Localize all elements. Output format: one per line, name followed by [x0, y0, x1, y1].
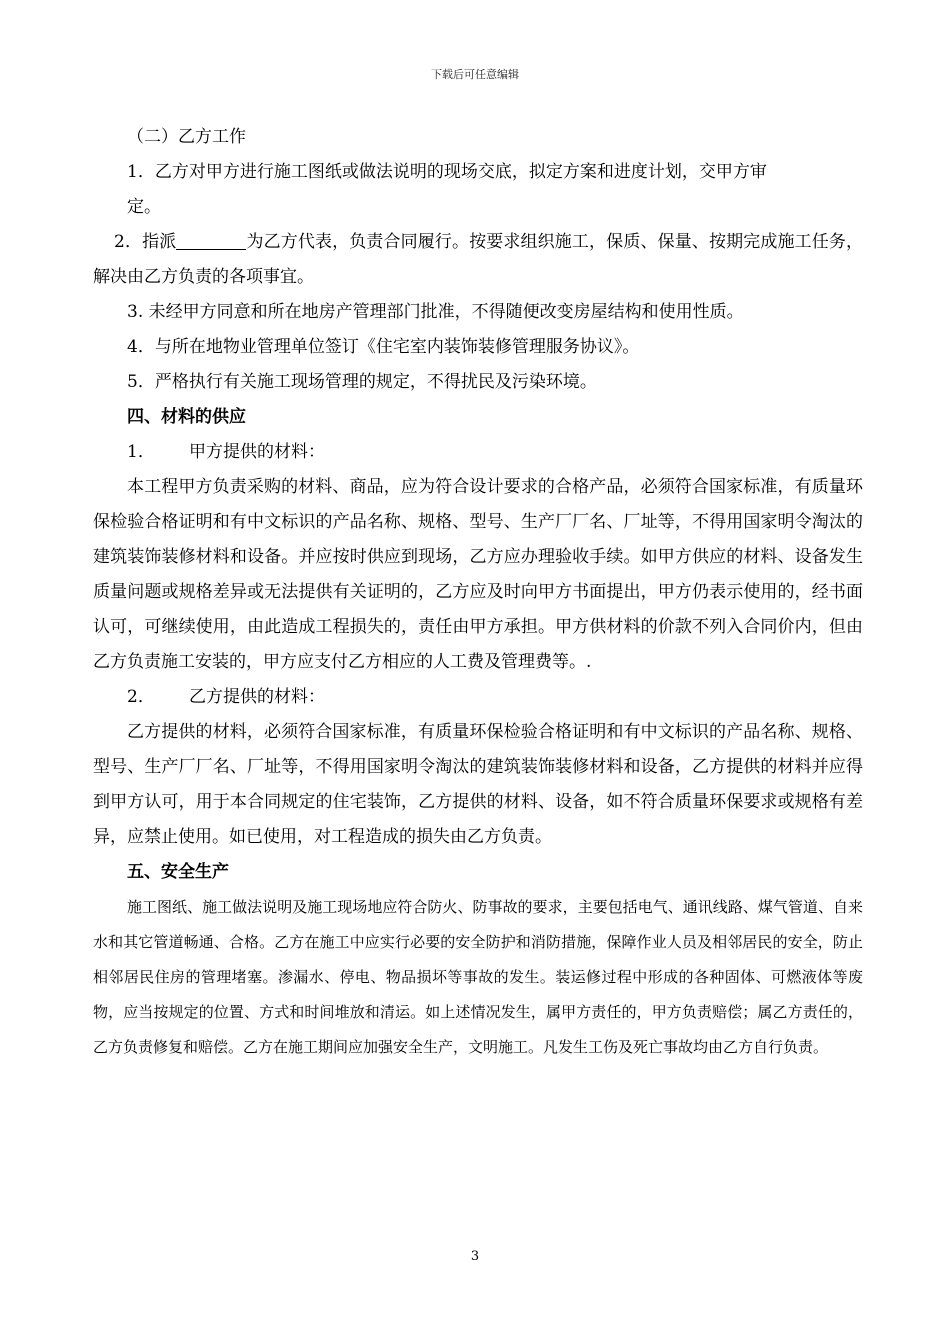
- sub-1-label: 甲方提供的材料：: [189, 442, 325, 462]
- sub-1-number: 1．: [127, 442, 155, 462]
- page-header: 下载后可任意编辑: [431, 68, 519, 81]
- materials-sub-1-body: 本工程甲方负责采购的材料、商品，应为符合设计要求的合格产品，必须符合国家标准，有质量环保检验合格证明和有中文标识的产品名称、规格、型号、生产厂厂名、厂址等，不得用国家明令淘汰的建筑装饰装修材料和设备。并应按时供应到现场，乙方应办理验收手续。如甲方供应的材料、设备发生质量问题或规格差异或无法提供有关证明的，乙方应及时向甲方书面提出，甲方仍表示使用的，经书面认可，可继续使用，由此造成工程损失的，责任由甲方承担。甲方供材料的价款不列入合同价内，但由乙方负责施工安装的，甲方应支付乙方相应的人工费及管理费等。.: [93, 477, 863, 672]
- section-title-party-b-work: （二）乙方工作: [127, 127, 246, 147]
- party-b-item-1-continued: 定。: [127, 197, 161, 217]
- safety-body: 施工图纸、施工做法说明及施工现场地应符合防火、防事故的要求，主要包括电气、通讯线路、煤气管道、自来水和其它管道畅通、合格。乙方在施工中应实行必要的安全防护和消防措施，保障作业人员及相邻居民的安全，防止相邻居民住房的管理堵塞。渗漏水、停电、物品损坏等事故的发生。装运修过程中形成的各种固体、可燃液体等废物，应当按规定的位置、方式和时间堆放和清运。如上述情况发生，属甲方责任的，甲方负责赔偿；属乙方责任的，乙方负责修复和赔偿。乙方在施工期间应加强安全生产，文明施工。凡发生工伤及死亡事故均由乙方自行负责。: [93, 898, 863, 1056]
- party-b-item-3: 3. 未经甲方同意和所在地房产管理部门批准，不得随便改变房屋结构和使用性质。: [127, 302, 744, 322]
- party-b-item-1: 1．乙方对甲方进行施工图纸或做法说明的现场交底，拟定方案和进度计划，交甲方审: [127, 162, 767, 182]
- document-body: [93, 120, 863, 1065]
- item-2-suffix: 为乙方代表，负责合同履行。按要求组织施工，保质、保量、按期完成施工任务，解决由乙方负责的各项事宜。: [93, 232, 863, 287]
- section-title-safety: 五、安全生产: [127, 862, 229, 882]
- section-title-materials: 四、材料的供应: [127, 407, 246, 427]
- materials-sub-2-heading: [93, 680, 863, 715]
- party-b-item-5: 5．严格执行有关施工现场管理的规定，不得扰民及污染环境。: [127, 372, 597, 392]
- sub-2-number: 2．: [127, 687, 155, 707]
- representative-name-blank: [176, 231, 246, 250]
- item-2-prefix: 2．指派: [114, 232, 177, 252]
- materials-sub-2-body: 乙方提供的材料，必须符合国家标准，有质量环保检验合格证明和有中文标识的产品名称、规格、型号、生产厂厂名、厂址等，不得用国家明令淘汰的建筑装饰装修材料和设备，乙方提供的材料并应得到甲方认可，用于本合同规定的住宅装饰，乙方提供的材料、设备，如不符合质量环保要求或规格有差异，应禁止使用。如已使用，对工程造成的损失由乙方负责。: [93, 722, 863, 847]
- page-number: 3: [470, 1249, 480, 1264]
- materials-sub-1-heading: [93, 435, 863, 470]
- sub-2-label: 乙方提供的材料：: [189, 687, 325, 707]
- party-b-item-2: [93, 225, 863, 295]
- party-b-item-4: 4．与所在地物业管理单位签订《住宅室内装饰装修管理服务协议》。: [127, 337, 640, 357]
